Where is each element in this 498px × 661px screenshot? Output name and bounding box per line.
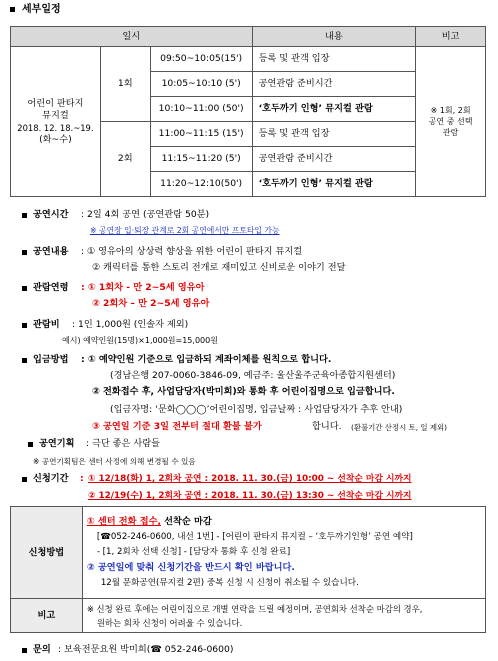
header-content: 내용 bbox=[252, 27, 416, 47]
fee-text: : 1인 1,000원 (인솔자 제외) bbox=[72, 319, 189, 330]
plan-label: 공연기획 bbox=[39, 438, 75, 449]
apply-line-1: ① 12/18(화) 1, 2회차 공연 : 2018. 11. 30.(금) 10:00 ~ 선착순 마감 시까지 bbox=[88, 474, 412, 484]
bullet bbox=[28, 442, 33, 447]
remark-label: 비고 bbox=[11, 599, 83, 633]
content-line-2: ② 캐릭터를 통한 스토리 전개로 재미있고 신비로운 이야기 전달 bbox=[92, 262, 346, 273]
pay-line-2-sub: (입금자명: ‘문화◯◯◯’어린이집명, 입금날짜 : 사업담당자가 추후 안내) bbox=[110, 404, 403, 415]
bullet bbox=[22, 286, 27, 291]
time-label: 공연시간 bbox=[33, 209, 69, 220]
pay-line-3-small: (환불기간 산정시 토, 일 제외) bbox=[351, 423, 448, 432]
method-table bbox=[10, 506, 486, 633]
content-cell: ‘호두까기 인형’ 뮤지컬 관람 bbox=[252, 97, 416, 122]
method-body bbox=[82, 507, 485, 599]
schedule-table bbox=[10, 26, 486, 197]
age-line-2: ② 2회차 – 만 2~5세 영유아 bbox=[92, 298, 210, 309]
time-cell: 11:15~11:20 (5') bbox=[150, 147, 252, 172]
apply-label: 신청기간 bbox=[33, 473, 69, 484]
bullet bbox=[22, 323, 27, 328]
time-cell: 11:20~12:10(50') bbox=[150, 172, 252, 197]
pay-line-2: ② 전화접수 후, 사업담당자(박미희)와 통화 후 어린이집명으로 입금합니다. bbox=[92, 386, 395, 397]
method-line-1-black: 선착순 마감 bbox=[160, 516, 212, 527]
bullet bbox=[22, 250, 27, 255]
time-text: : 2일 4회 공연 (공연관람 50분) bbox=[81, 209, 210, 220]
contact-text: : 보육전문요원 박미희(☎ 052-246-0600) bbox=[58, 644, 234, 655]
method-line-2: [☎052-246-0600, 내선 1번] - [어린이 판타지 뮤지컬 – ‘호두까기인형’ 공연 예약] bbox=[96, 532, 413, 542]
method-label: 신청방법 bbox=[11, 507, 83, 599]
header-datetime: 일시 bbox=[11, 27, 253, 47]
round-2-label: 2회 bbox=[100, 122, 150, 197]
remark-line-1: ※ 신청 완료 후에는 어린이집으로 개별 연락을 드릴 예정이며, 공연회차 선착순 마감의 경우, bbox=[86, 603, 423, 614]
pay-label: 입금방법 bbox=[33, 354, 69, 365]
content-cell: 공연관람 준비시간 bbox=[252, 72, 416, 97]
remark-cell: ※ 1회, 2회 공연 중 선택 관람 bbox=[416, 47, 486, 197]
content-cell: ‘호두까기 인형’ 뮤지컬 관람 bbox=[252, 172, 416, 197]
method-line-3: - [1, 2회차 선택 신청] - [담당자 통화 후 신청 완료] bbox=[96, 547, 291, 557]
time-note: ※ 공연장 입·퇴장 관계로 2회 공연에서만 프토타입 가능 bbox=[90, 226, 280, 235]
apply-line-2: ② 12/19(수) 1, 2회차 공연 : 2018. 11. 30.(금) 13:30 ~ 선착순 마감 시까지 bbox=[88, 491, 412, 501]
bullet bbox=[22, 648, 27, 653]
remark-line-2: 원하는 회차 신청이 어려울 수 있습니다. bbox=[96, 617, 243, 628]
pay-line-1: : ① 예약인원 기준으로 입금하되 계좌이체를 원칙으로 합니다. bbox=[81, 354, 332, 365]
time-cell: 10:05~10:10 (5') bbox=[150, 72, 252, 97]
pay-line-3: ③ 공연일 기준 3일 전부터 절대 환불 불가 bbox=[92, 421, 262, 432]
method-line-1-red: ① 센터 전화 접수, bbox=[86, 516, 161, 527]
apply-colon: : bbox=[80, 473, 84, 484]
pay-line-1-sub: (경남은행 207-0060-3846-09, 예금주: 울산울주군육아종합지원센터) bbox=[110, 370, 396, 381]
header-remark: 비고 bbox=[416, 27, 486, 47]
age-label: 관람연령 bbox=[33, 282, 69, 293]
age-line-1: : ① 1회차 - 만 2~5세 영유아 bbox=[81, 282, 205, 293]
content-line-1: : ① 영유아의 상상력 향상을 위한 어린이 판타지 뮤지컬 bbox=[81, 246, 303, 257]
content-cell: 등록 및 관객 입장 bbox=[252, 122, 416, 147]
pay-line-3-tail: 합니다. bbox=[312, 421, 342, 432]
content-label: 공연내용 bbox=[33, 246, 69, 257]
contact-label: 문의 bbox=[33, 644, 51, 655]
title-bullet bbox=[10, 7, 15, 12]
plan-note: ※ 공연기획팀은 센터 사정에 의해 변경될 수 있음 bbox=[33, 457, 196, 466]
content-cell: 등록 및 관객 입장 bbox=[252, 47, 416, 72]
fee-example: 예시) 예약인원(15명)×1,000원=15,000원 bbox=[62, 336, 218, 345]
method-line-5: 12월 문화공연(뮤지컬 2편) 중복 신청 시 신청이 취소될 수 있습니다. bbox=[100, 578, 359, 588]
bullet bbox=[22, 213, 27, 218]
content-cell: 공연관람 준비시간 bbox=[252, 147, 416, 172]
time-cell: 11:00~11:15 (15') bbox=[150, 122, 252, 147]
time-cell: 09:50~10:05(15') bbox=[150, 47, 252, 72]
time-cell: 10:10~11:00 (50') bbox=[150, 97, 252, 122]
round-1-label: 1회 bbox=[100, 47, 150, 122]
bullet bbox=[22, 477, 27, 482]
remark-body bbox=[82, 599, 485, 633]
method-line-4: ② 공연일에 맞춰 신청기간을 반드시 확인 바랍니다. bbox=[86, 562, 295, 573]
plan-text: : 극단 좋은 사람들 bbox=[86, 438, 160, 449]
date-cell: 어린이 판타지 뮤지컬 2018. 12. 18.~19. (화~수) bbox=[11, 47, 101, 197]
bullet bbox=[22, 358, 27, 363]
section-title: 세부일정 bbox=[22, 4, 61, 15]
fee-label: 관람비 bbox=[33, 319, 60, 330]
